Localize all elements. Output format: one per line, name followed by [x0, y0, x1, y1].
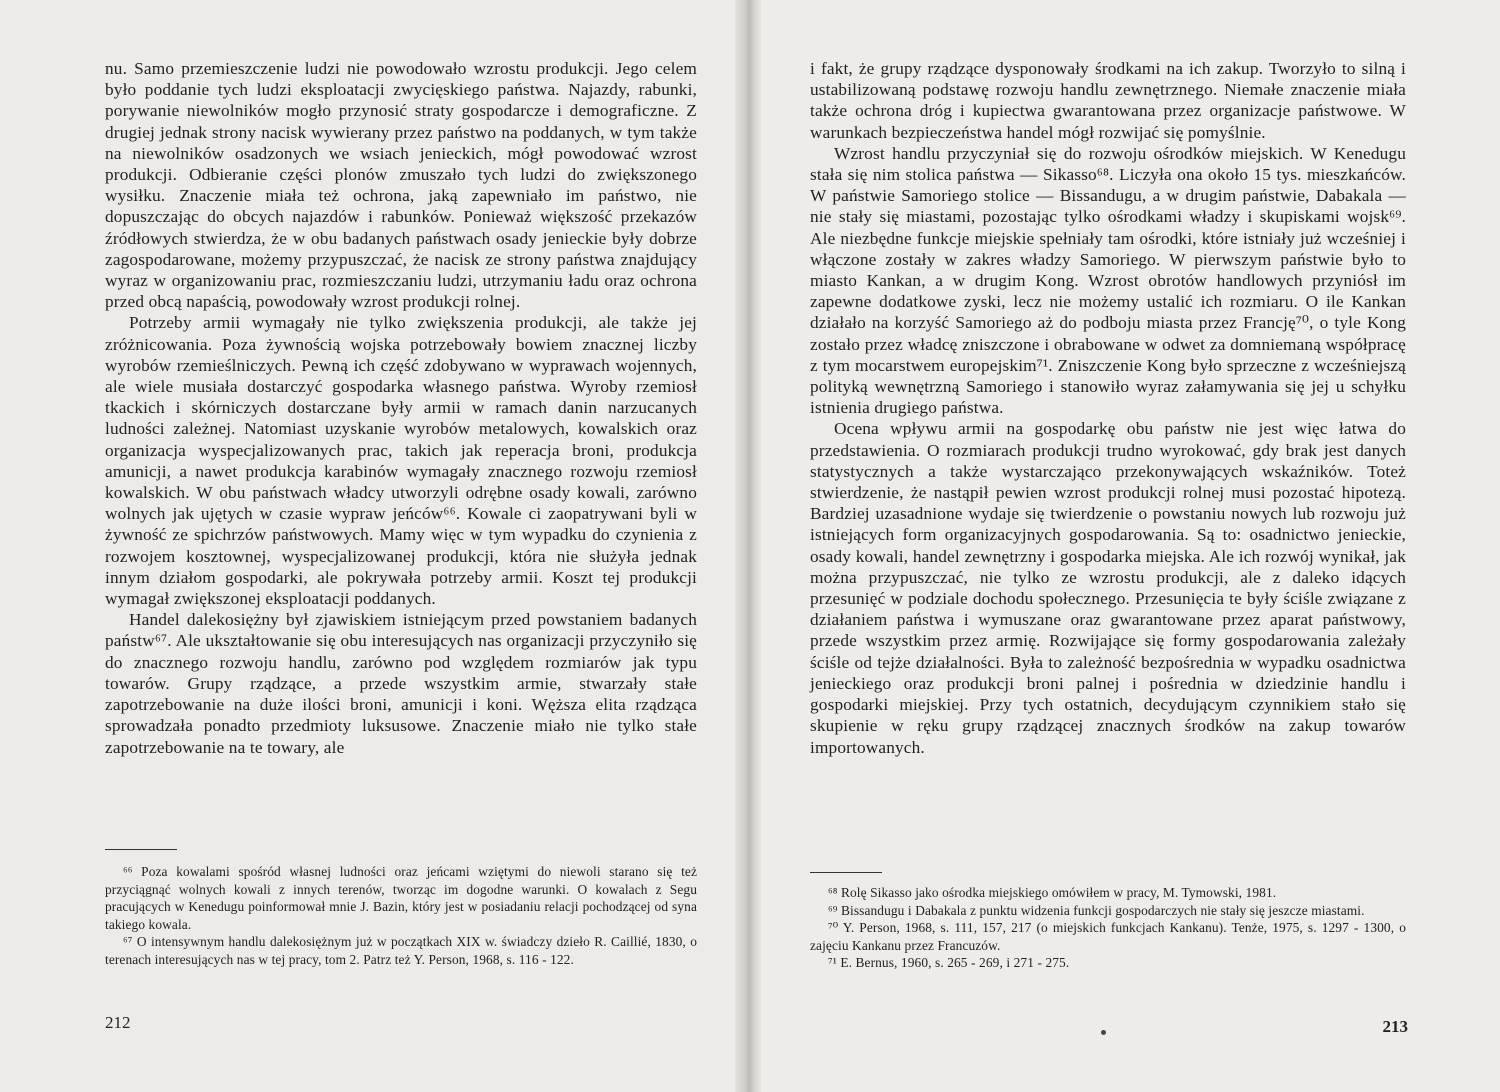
right-paragraph: i fakt, że grupy rządzące dysponowały środkami na ich zakup. Tworzyło to silną i ustabilizowaną podstawę rozwoju handlu zewnętrznego. Niemałe znaczenie miała także ochrona dróg i kupiectwa gwarantowana przez organizacje państwowe. W warunkach bezpieczeństwa handel mógł rozwijać się pomyślnie.	[810, 59, 1406, 142]
footnote-separator	[810, 872, 882, 873]
right-paragraph: Ocena wpływu armii na gospodarkę obu państw nie jest więc łatwa do przedstawienia. O rozmiarach produkcji trudno wyrokować, gdy brak jest danych statystycznych a także wystarczająco przekonywających wskaźników. Toteż stwierdzenie, że nastąpił pewien wzrost produkcji rolnej musi pozostać hipotezą. Bardziej uzasadnione wydaje się twierdzenie o powstaniu nowych lub rozwoju już istniejących form organizacyjnych gospodarowania. Są to: osadnictwo jenieckie, osady kowali, handel zewnętrzny i gospodarka miejska. Ale ich rozwój wynikał, jak można przypuszczać, nie tylko ze wzrostu produkcji, ale z daleko idących przesunięć w podziale dochodu społecznego. Przesunięcia te były ściśle związane z działaniem państwa i wymuszane oraz gwarantowane przez aparat państwowy, przede wszystkim przez armię. Rozwijające się formy gospodarowania zależały ściśle od tejże działalności. Była to zależność bezpośrednia w wypadku osadnictwa jenieckiego oraz produkcji broni palnej i pośrednia w dziedzinie handlu i gospodarki miejskiej. Przy tych ostatnich, decydującym czynnikiem stało się skupienie w ręku grupy rządzącej znacznych środków na zakup towarów importowanych.	[810, 419, 1406, 757]
footnote-71: ⁷¹ E. Bernus, 1960, s. 265 - 269, i 271 - 275.	[828, 955, 1070, 971]
page-number-left: 212	[105, 1013, 131, 1032]
left-page	[0, 0, 748, 1092]
left-paragraph: nu. Samo przemieszczenie ludzi nie powodowało wzrostu produkcji. Jego celem było poddanie tych ludzi eksploatacji zwycięskiego państwa. Najazdy, rabunki, porywanie niewolników mogło przynosić straty gospodarcze i demograficzne. Z drugiej jednak strony nacisk wywierany przez państwo na poddanych, w tym także na niewolników osadzonych we wsiach jenieckich, mógł powodować wzrost produkcji. Odbieranie części plonów zmuszało tych ludzi do zwiększonego wysiłku. Znaczenie miała też ochrona, jaką zapewniało im państwo, nie dopuszczając do obcych najazdów i rabunków. Ponieważ większość przekazów źródłowych stwierdza, że w obu badanych państwach osady jenieckie były dobrze zagospodarowane, możemy przypuszczać, że nacisk ze strony państwa znajdujący wyraz w organizowaniu prac, rozmieszczaniu ludzi, utrzymaniu ładu oraz ochrona przed obcą napaścią, powodowały wzrost produkcji rolnej.	[105, 59, 697, 312]
footnote-separator	[105, 849, 177, 850]
footnote-69: ⁶⁹ Bissandugu i Dabakala z punktu widzenia funkcji gospodarczych nie stały się jeszcze miastami.	[828, 902, 1365, 918]
ink-dot	[1101, 1030, 1106, 1035]
left-footnotes	[105, 863, 697, 969]
footnote-70: ⁷⁰ Y. Person, 1968, s. 111, 157, 217 (o miejskich funkcjach Kankanu). Tenże, 1975, s. 1297 - 1300, o zajęciu Kankanu przez Francuzów.	[810, 920, 1406, 953]
right-paragraph: Wzrost handlu przyczyniał się do rozwoju ośrodków miejskich. W Kenedugu stała się nim stolica państwa — Sikasso⁶⁸. Liczyła ona około 15 tys. mieszkańców. W państwie Samoriego stolice — Bissandugu, a w drugim państwie, Dabakala — nie stały się miastami, pozostając tylko ośrodkami władzy i skupiskami wojsk⁶⁹. Ale niezbędne funkcje miejskie spełniały tam ośrodki, które istniały już wcześniej i włączone zostały w zakres władzy Samoriego. W pierwszym państwie było to miasto Kankan, a w drugim Kong. Wzrost obrotów handlowych przyniósł im zapewne dodatkowe zyski, lecz nie możemy ustalić ich rozmiaru. O ile Kankan działało na korzyść Samoriego aż do podboju miasta przez Francję⁷⁰, o tyle Kong zostało przez władcę zniszczone i obrabowane w odwet za domniemaną współpracę z tym mocarstwem europejskim⁷¹. Zniszczenie Kong było sprzeczne z wcześniejszą polityką wewnętrzną Samoriego i stanowiło wyraz załamywania się jej u schyłku istnienia drugiego państwa.	[810, 143, 1406, 418]
left-paragraph: Handel dalekosiężny był zjawiskiem istniejącym przed powstaniem badanych państw⁶⁷. Ale ukształtowanie się obu interesujących nas organizacji przyczyniło się do znacznego rozwoju handlu, zarówno pod względem rozmiarów jak typu towarów. Grupy rządzące, a przede wszystkim armie, stwarzały stałe zapotrzebowanie na duże ilości broni, amunicji i koni. Węższa elita rządząca sprowadzała ponadto przedmioty luksusowe. Znaczenie miało nie tylko stałe zapotrzebowanie na te towary, ale	[105, 610, 697, 757]
right-body-text	[810, 58, 1406, 758]
right-footnotes	[810, 884, 1406, 972]
left-paragraph: Potrzeby armii wymagały nie tylko zwiększenia produkcji, ale także jej zróżnicowania. Poza żywnością wojska potrzebowały bowiem znacznej liczby wyrobów rzemieślniczych. Pewną ich część zdobywano w wyprawach wojennych, ale wiele musiała dostarczyć gospodarka własnego państwa. Wyroby rzemiosł tkackich i skórniczych dostarczane były armii w ramach danin narzucanych ludności zależnej. Natomiast uzyskanie wyrobów metalowych, kowalskich oraz organizacja wyspecjalizowanych prac, takich jak reperacja broni, produkcja amunicji, a nawet produkcja karabinów wymagały znacznego rozwoju rzemiosł kowalskich. W obu państwach władcy utworzyli odrębne osady kowali, zarówno wolnych jak ujętych w czasie wypraw jeńców⁶⁶. Kowale ci zaopatrywani byli w żywność ze spichrzów państwowych. Mamy więc w tym wypadku do czynienia z rozwojem kosztownej, wyspecjalizowanej produkcji, która nie służyła jednak innym działom gospodarki, ale pokrywała potrzeby armii. Koszt tej produkcji wymagał zwiększonej eksploatacji poddanych.	[105, 313, 697, 609]
left-body-text	[105, 58, 697, 758]
book-gutter	[735, 0, 761, 1092]
right-page	[748, 0, 1500, 1092]
footnote-68: ⁶⁸ Rolę Sikasso jako ośrodka miejskiego omówiłem w pracy, M. Tymowski, 1981.	[828, 885, 1277, 900]
page-number-right: 213	[1382, 1017, 1408, 1036]
footnote-67: ⁶⁷ O intensywnym handlu dalekosiężnym już w początkach XIX w. świadczy dzieło R. Caillié, 1830, o terenach interesujących nas w tej pracy, tom 2. Patrz też Y. Person, 1968, s. 116 - 122.	[105, 934, 697, 967]
footnote-66: ⁶⁶ Poza kowalami spośród własnej ludności oraz jeńcami wziętymi do niewoli starano się też przyciągnąć wolnych kowali z innych terenów, tworząc im dogodne warunki. O kowalach z Segu pracujących w Kenedugu poinformował mnie J. Bazin, który jest w posiadaniu relacji pochodzącej od syna takiego kowala.	[105, 864, 697, 932]
